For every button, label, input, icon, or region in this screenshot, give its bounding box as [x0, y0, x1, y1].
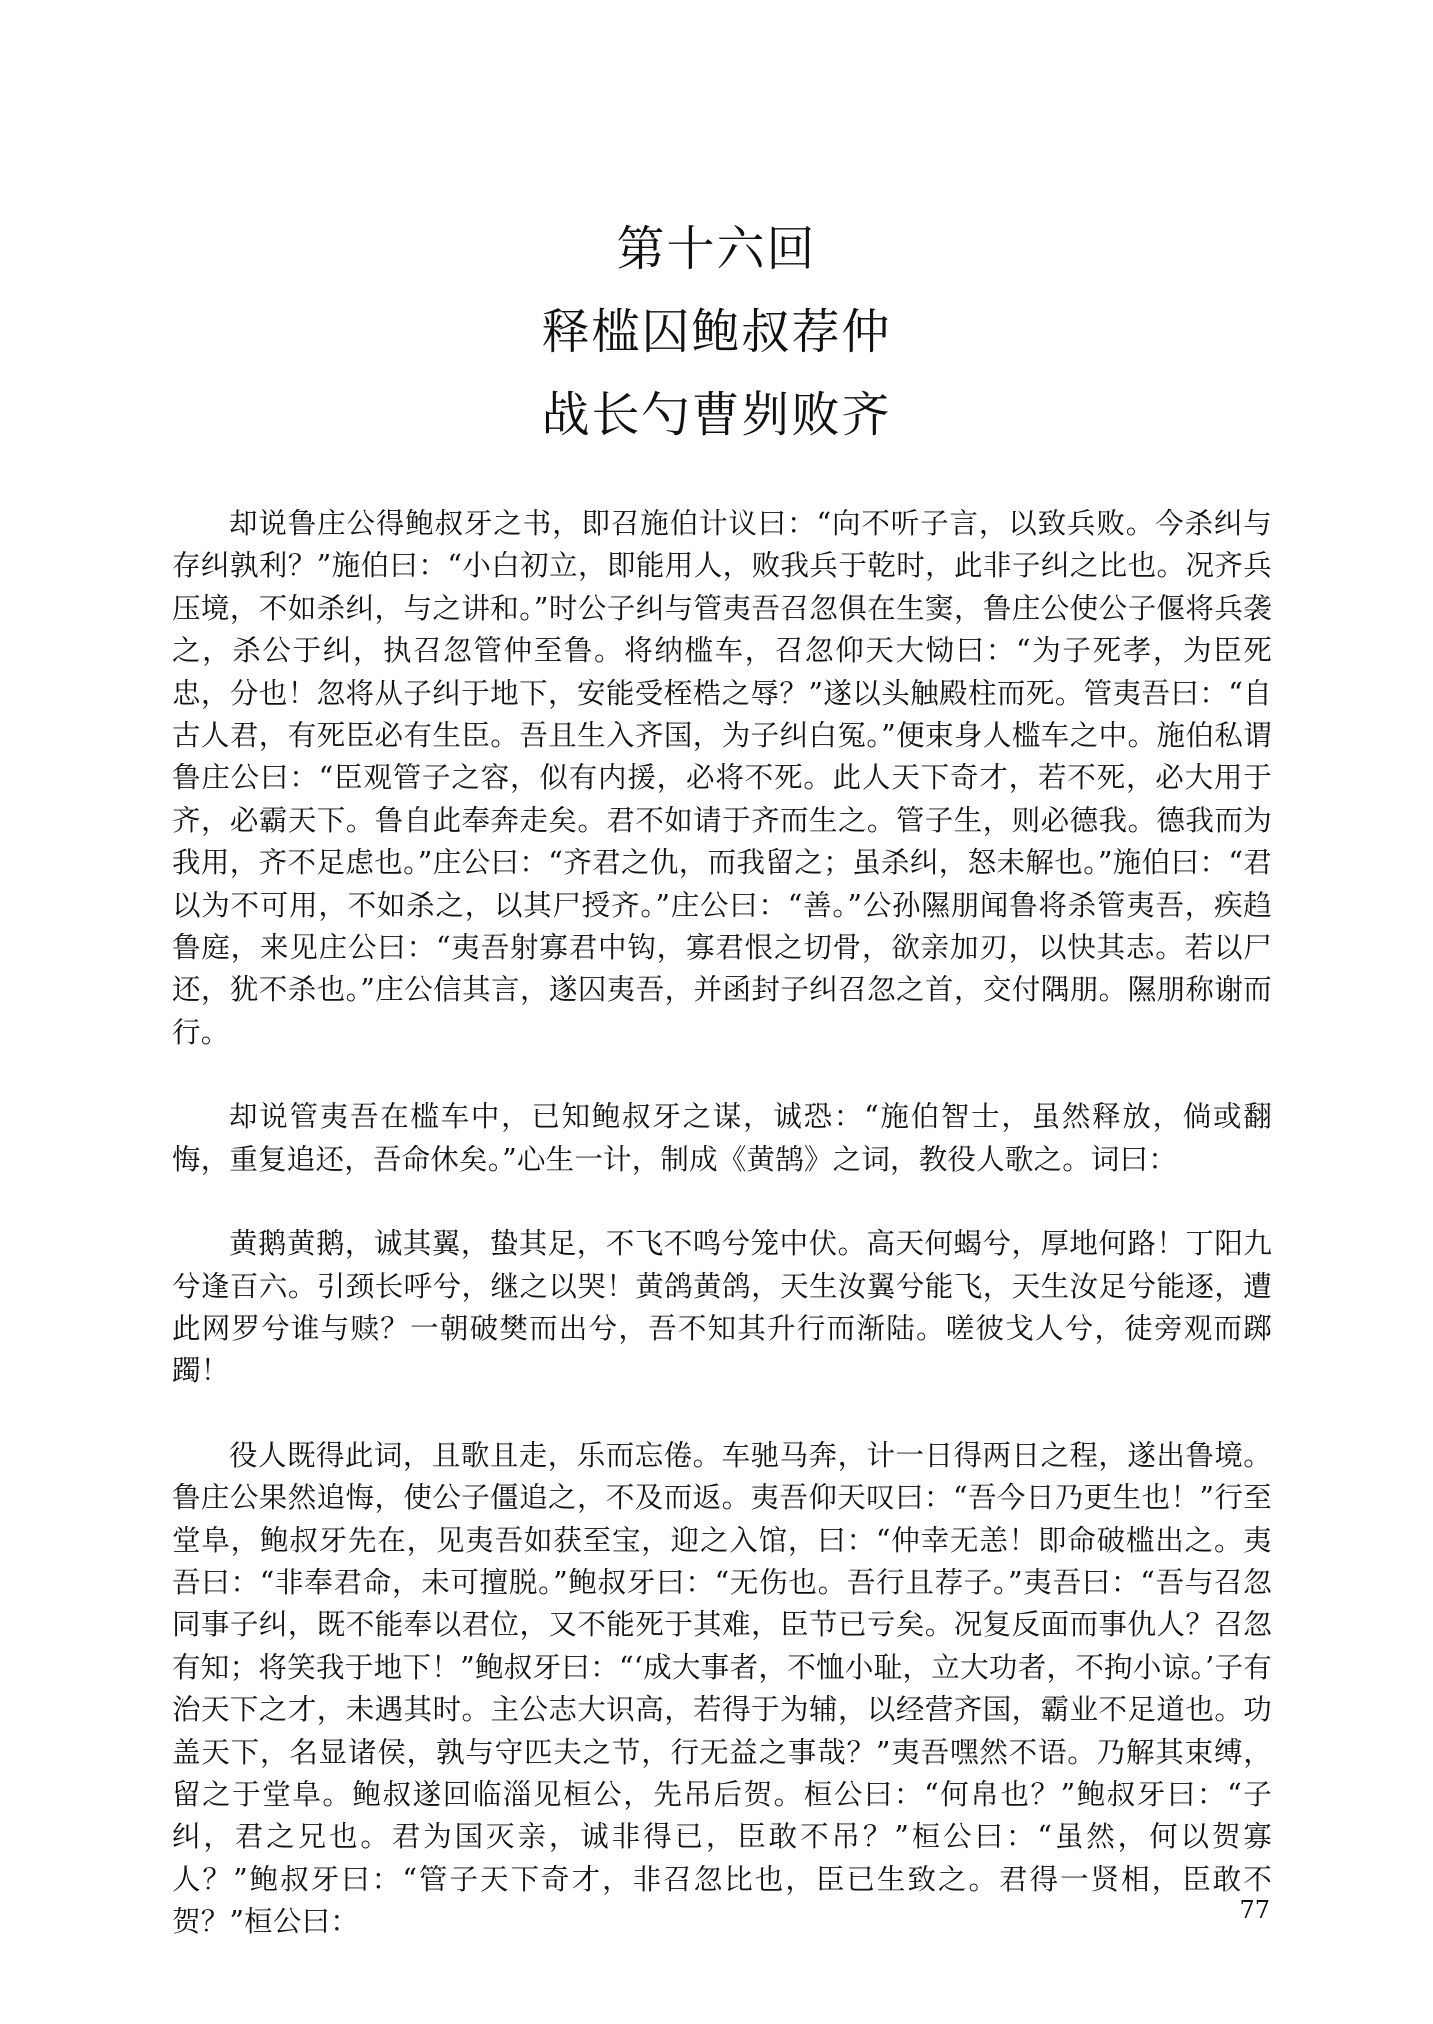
chapter-number: 第十六回 — [616, 221, 817, 277]
paragraph: 却说管夷吾在槛车中，已知鲍叔牙之谋，诚恐：“施伯智士，虽然释放，倘或翻悔，重复追还，吾命休矣。”心生一计，制成《黄鹄》之词，教役人歌之。词曰： — [172, 1100, 1272, 1176]
body-text — [172, 503, 1272, 1944]
paragraph: 役人既得此词，且歌且走，乐而忘倦。车驰马奔，计一日得两日之程，遂出鲁境。鲁庄公果然追悔，使公子僵追之，不及而返。夷吾仰天叹曰：“吾今日乃更生也！”行至堂阜，鲍叔牙先在，见夷吾如获至宝，迎之入馆，曰：“仲幸无恙！即命破槛出之。夷吾曰：“非奉君命，未可擅脱。”鲍叔牙曰：“无伤也。吾行且荐子。”夷吾曰：“吾与召忽同事子纠，既不能奉以君位，又不能死于其难，臣节已亏矣。况复反面而事仇人？召忽有知；将笑我于地下！”鲍叔牙曰：“‘成大事者，不恤小耻，立大功者，不拘小谅。’子有治天下之才，未遇其时。主公志大识高，若得于为辅，以经营齐国，霸业不足道也。功盖天下，名显诸侯，孰与守匹夫之节，行无益之事哉？”夷吾嘿然不语。乃解其束缚，留之于堂阜。鲍叔遂回临淄见桓公，先吊后贺。桓公曰：“何帛也？”鲍叔牙曰：“子纠，君之兄也。君为国灭亲，诚非得已，臣敢不吊？”桓公曰：“虽然，何以贺寡人？”鲍叔牙曰：“管子天下奇才，非召忽比也，臣已生致之。君得一贤相，臣敢不贺？”桓公曰： — [172, 1438, 1272, 1939]
chapter-title-line-2: 战长勺曹刿败齐 — [541, 387, 892, 443]
chapter-title-line-1: 释槛囚鲍叔荐仲 — [541, 304, 892, 360]
chapter-heading — [0, 208, 1433, 457]
poem-paragraph: 黄鹅黄鹅，诚其翼，蛰其足，不飞不鸣兮笼中伏。高天何蝎兮，厚地何路！丁阳九兮逢百六。引颈长呼兮，继之以哭！黄鸽黄鸽，天生汝翼兮能飞，天生汝足兮能逐，遭此网罗兮谁与赎？一朝破樊而出兮，吾不知其升行而渐陆。嗟彼戈人兮，徒旁观而踯躅！ — [172, 1227, 1272, 1388]
paragraph: 却说鲁庄公得鲍叔牙之书，即召施伯计议曰：“向不听子言，以致兵败。今杀纠与存纠孰利？”施伯曰：“小白初立，即能用人，败我兵于乾时，此非子纠之比也。况齐兵压境，不如杀纠，与之讲和。”时公子纠与管夷吾召忽俱在生窦，鲁庄公使公子偃将兵袭之，杀公于纠，执召忽管仲至鲁。将纳槛车，召忽仰天大恸曰：“为子死孝，为臣死忠，分也！忽将从子纠于地下，安能受桎梏之辱？”遂以头触殿柱而死。管夷吾曰：“自古人君，有死臣必有生臣。吾且生入齐国，为子纠白冤。”便束身人槛车之中。施伯私谓鲁庄公曰：“臣观管子之容，似有内援，必将不死。此人天下奇才，若不死，必大用于齐，必霸天下。鲁自此奉奔走矣。君不如请于齐而生之。管子生，则必德我。德我而为我用，齐不足虑也。”庄公曰：“齐君之仇，而我留之；虽杀纠，怒未解也。”施伯曰：“君以为不可用，不如杀之，以其尸授齐。”庄公曰：“善。”公孙隰朋闻鲁将杀管夷吾，疾趋鲁庭，来见庄公曰：“夷吾射寡君中钩，寡君恨之切骨，欲亲加刃，以快其志。若以尸还，犹不杀也。”庄公信其言，遂囚夷吾，并函封子纠召忽之首，交付隅朋。隰朋称谢而行。 — [172, 507, 1272, 1049]
page-number: 77 — [1239, 1896, 1270, 1924]
